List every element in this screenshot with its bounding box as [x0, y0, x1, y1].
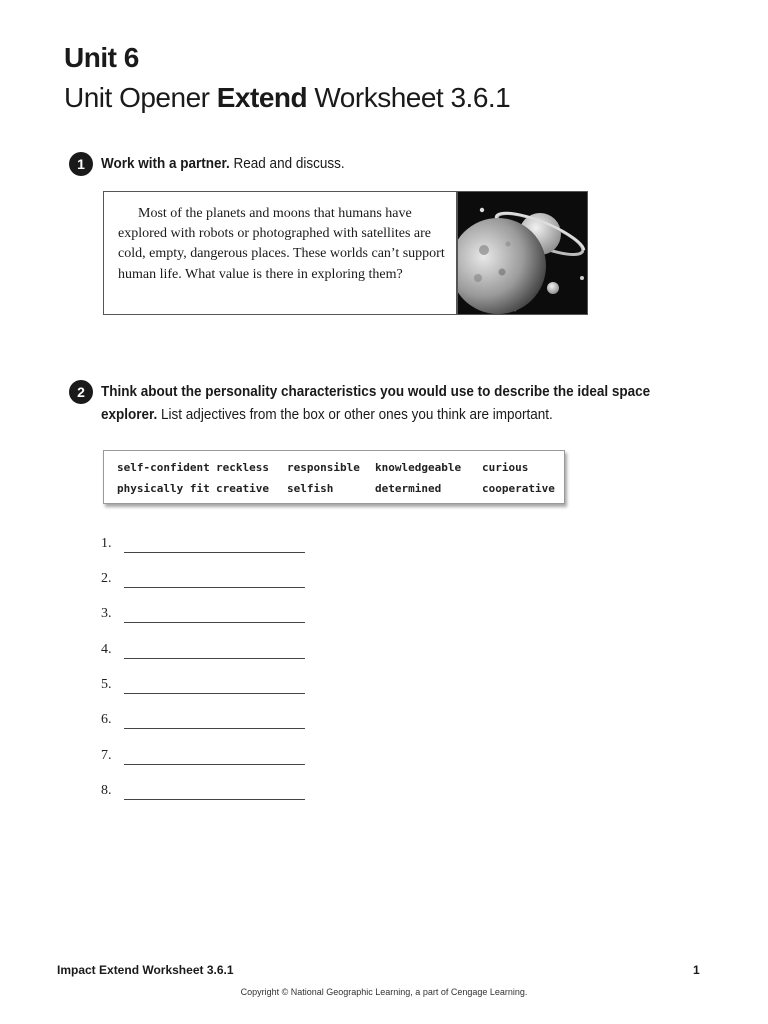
answer-line[interactable]	[124, 552, 305, 553]
answer-line[interactable]	[124, 728, 305, 729]
word-box-word: curious	[482, 461, 529, 474]
answer-line[interactable]	[124, 587, 305, 588]
title-bold: Extend	[216, 82, 308, 113]
step-2-bold-line-2: explorer.	[101, 406, 158, 423]
unit-label: Unit 6	[64, 42, 139, 73]
step-1-text: Read and discuss.	[229, 155, 345, 172]
answer-line[interactable]	[124, 764, 305, 765]
planets-and-moons-photo	[457, 191, 588, 315]
answer-line[interactable]	[124, 693, 305, 694]
word-box-word: self-confident	[117, 461, 210, 474]
answer-line[interactable]	[124, 658, 305, 659]
copyright-notice: Copyright © National Geographic Learning, a part of Cengage Learning.	[240, 987, 528, 997]
step-1-bold: Work with a partner.	[101, 155, 230, 172]
answer-number: 6.	[101, 712, 112, 727]
answer-number: 2.	[101, 571, 112, 586]
worksheet-title	[64, 82, 510, 114]
reading-passage	[118, 204, 448, 285]
word-box-word: selfish	[287, 482, 334, 495]
word-box-word: responsible	[287, 461, 360, 474]
word-box-word: knowledgeable	[375, 461, 462, 474]
title-prefix: Unit Opener	[64, 82, 217, 113]
step-2-number: 2	[69, 380, 93, 404]
word-box-word: reckless	[216, 461, 269, 474]
reading-passage-text: Most of the planets and moons that humans have explored with robots or photographed with satellites are cold, empty, dangerous places. These worlds can’t support human life. What value is there in exploring them?	[118, 206, 445, 282]
step-1-instruction	[101, 152, 345, 175]
answer-number: 4.	[101, 642, 112, 657]
footer-worksheet-name: Impact Extend Worksheet 3.6.1	[57, 963, 234, 977]
answer-number: 8.	[101, 783, 112, 798]
answer-line[interactable]	[124, 622, 305, 623]
reading-passage-box	[103, 191, 457, 315]
answer-number: 7.	[101, 748, 112, 763]
answer-number: 1.	[101, 536, 112, 551]
step-2-instruction	[101, 380, 650, 426]
space-scene-icon	[458, 192, 588, 315]
adjective-word-box	[103, 450, 565, 504]
step-1-number: 1	[69, 152, 93, 176]
word-box-word: determined	[375, 482, 442, 495]
answer-number: 5.	[101, 677, 112, 692]
step-2-text: List adjectives from the box or other ones you think are important.	[157, 406, 553, 423]
word-box-word: creative	[216, 482, 269, 495]
answer-line[interactable]	[124, 799, 305, 800]
step-2-bold-line-1: Think about the personality characteristics you would use to describe the ideal space	[101, 383, 651, 400]
answer-number: 3.	[101, 606, 112, 621]
word-box-word: cooperative	[482, 482, 555, 495]
word-box-word: physically fit	[117, 482, 210, 495]
page-number: 1	[693, 963, 700, 977]
title-suffix: Worksheet 3.6.1	[307, 82, 511, 113]
